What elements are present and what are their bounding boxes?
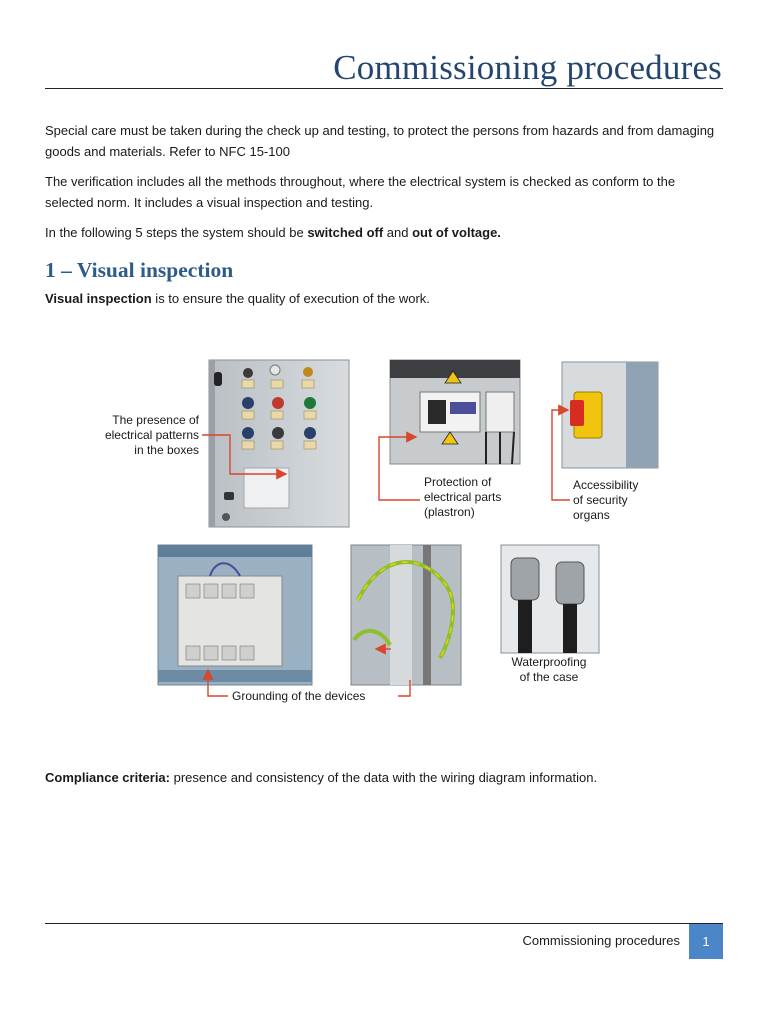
plastron-photo <box>390 360 520 464</box>
lead-bold: Visual inspection <box>45 291 152 306</box>
caption-accessibility-line3: organs <box>573 508 610 522</box>
section-heading: 1 – Visual inspection <box>45 258 234 282</box>
caption-waterproofing-line1: Waterproofing <box>511 655 587 669</box>
caption-patterns-line1: The presence of <box>112 413 199 427</box>
section-lead <box>45 289 725 310</box>
compliance-bold: Compliance criteria: <box>45 770 170 785</box>
caption-plastron-line1: Protection of <box>424 475 492 489</box>
footer-title: Commissioning procedures <box>522 933 680 948</box>
caption-accessibility-line1: Accessibility <box>573 478 639 492</box>
caption-plastron-line2: electrical parts <box>424 490 502 504</box>
page-title: Commissioning procedures <box>333 48 722 87</box>
footer-rule <box>45 923 723 924</box>
caption-accessibility-line2: of security <box>573 493 628 507</box>
caption-patterns-line3: in the boxes <box>134 443 199 457</box>
intro-paragraph-3 <box>45 223 725 244</box>
caption-patterns <box>105 413 200 457</box>
caption-plastron-line3: (plastron) <box>424 505 475 519</box>
p3-bold-out-of-voltage: out of voltage. <box>412 225 501 240</box>
compliance-criteria <box>45 768 725 789</box>
inspection-figure <box>90 340 680 720</box>
p3-text-a: In the following 5 steps the system should be <box>45 225 308 240</box>
caption-plastron <box>424 475 501 519</box>
caption-waterproofing-line2: of the case <box>519 670 579 684</box>
compliance-rest: presence and consistency of the data with the wiring diagram information. <box>170 770 598 785</box>
grounding-wire-photo <box>351 545 461 685</box>
caption-patterns-line2: electrical patterns <box>104 428 199 442</box>
caption-grounding: Grounding of the devices <box>232 689 366 703</box>
caption-waterproofing <box>512 655 587 684</box>
title-rule <box>45 88 723 89</box>
intro-paragraph-2: The verification includes all the methods throughout, where the electrical system is checked as conform to the selected norm. It includes a visual inspection and testing. <box>45 174 676 210</box>
intro-paragraph-1: Special care must be taken during the check up and testing, to protect the persons from hazards and from damaging goods and materials. Refer to NFC 15-100 <box>45 123 715 159</box>
transformer-photo <box>158 545 312 685</box>
cable-gland-photo <box>501 545 599 653</box>
p3-text-b: and <box>383 225 413 240</box>
p3-bold-switched-off: switched off <box>307 225 384 240</box>
lead-rest: is to ensure the quality of execution of the work. <box>151 291 430 306</box>
caption-accessibility <box>573 478 638 522</box>
isolator-switch-photo <box>562 362 658 468</box>
page-number: 1 <box>689 924 723 959</box>
